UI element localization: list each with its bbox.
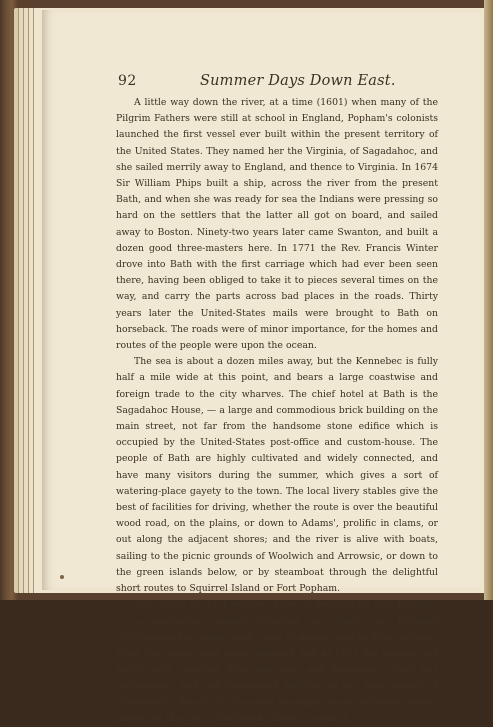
running-title: Summer Days Down East. bbox=[200, 73, 396, 89]
body-text bbox=[116, 95, 438, 727]
paragraph-2: The sea is about a dozen miles away, but the Kennebec is fully half a mile wide at this point, and bears a large coastwise and foreign trade to the city wharves. The chief hotel at Bath is the Sagadahoc House, — a large and commodious brick building on the main street, not far from the handsome stone edifice which is occupied by the United-States post-office and custom-house. The people of Bath are highly cultivated and widely connected, and have many visitors during the summer, which gives a sort of watering-place gayety to the town. The local livery stables give the best of facilities for driving, whether the route is over the beautiful wood road, on the plains, or down to Adams', prolific in clams, or out along the adjacent shores; and the river is alive with boats, sailing to the picnic grounds of Woolwich and Arrowsic, or down to the green islands below, or by steamboat through the delightful short routes to Squirrel Island or Fort Popham. bbox=[116, 356, 438, 595]
paragraph-3: The mouth of the Kennebec River is guarded by Fort Popham, — a ponderous granite structure on which the National Government has spent great sums of money, and to little purpose, since the works were never finished, and in 1882 the cannon and shells were removed from the walls and magazines. Near this picturesque and half-dismantled fortress is the long sweep of Hunnewell's Beach, of late years becoming more and more known abroad as the site of the Eureka House, to which bbox=[116, 599, 438, 724]
page-header bbox=[78, 73, 438, 95]
paragraph-1: A little way down the river, at a time (1601) when many of the Pilgrim Fathers were still at school in England, Popham's colonists launched the first vessel ever built within the present territory of the United States. They named her the Virginia, of Sagadahoc, and she sailed merrily away to England, and thence to Virginia. In 1674 Sir William Phips built a ship, across the river from the present Bath, and when she was ready for sea the Indians were pressing so hard on the settlers that the latter all got on board, and sailed away to Boston. Ninety-two years later came Swanton, and built a dozen good three-masters here. In 1771 the Rev. Francis Winter drove into Bath with the first carriage which had ever been seen there, having been obliged to take it to pieces several times on the way, and carry the parts across bad places in the roads. Thirty years later the United-States mails were brought to Bath on horseback. The roads were of minor importance, for the homes and routes of the people were upon the ocean. bbox=[116, 97, 438, 352]
ink-spot bbox=[60, 575, 64, 579]
next-page-edge bbox=[484, 0, 493, 600]
page-number: 92 bbox=[118, 73, 137, 89]
